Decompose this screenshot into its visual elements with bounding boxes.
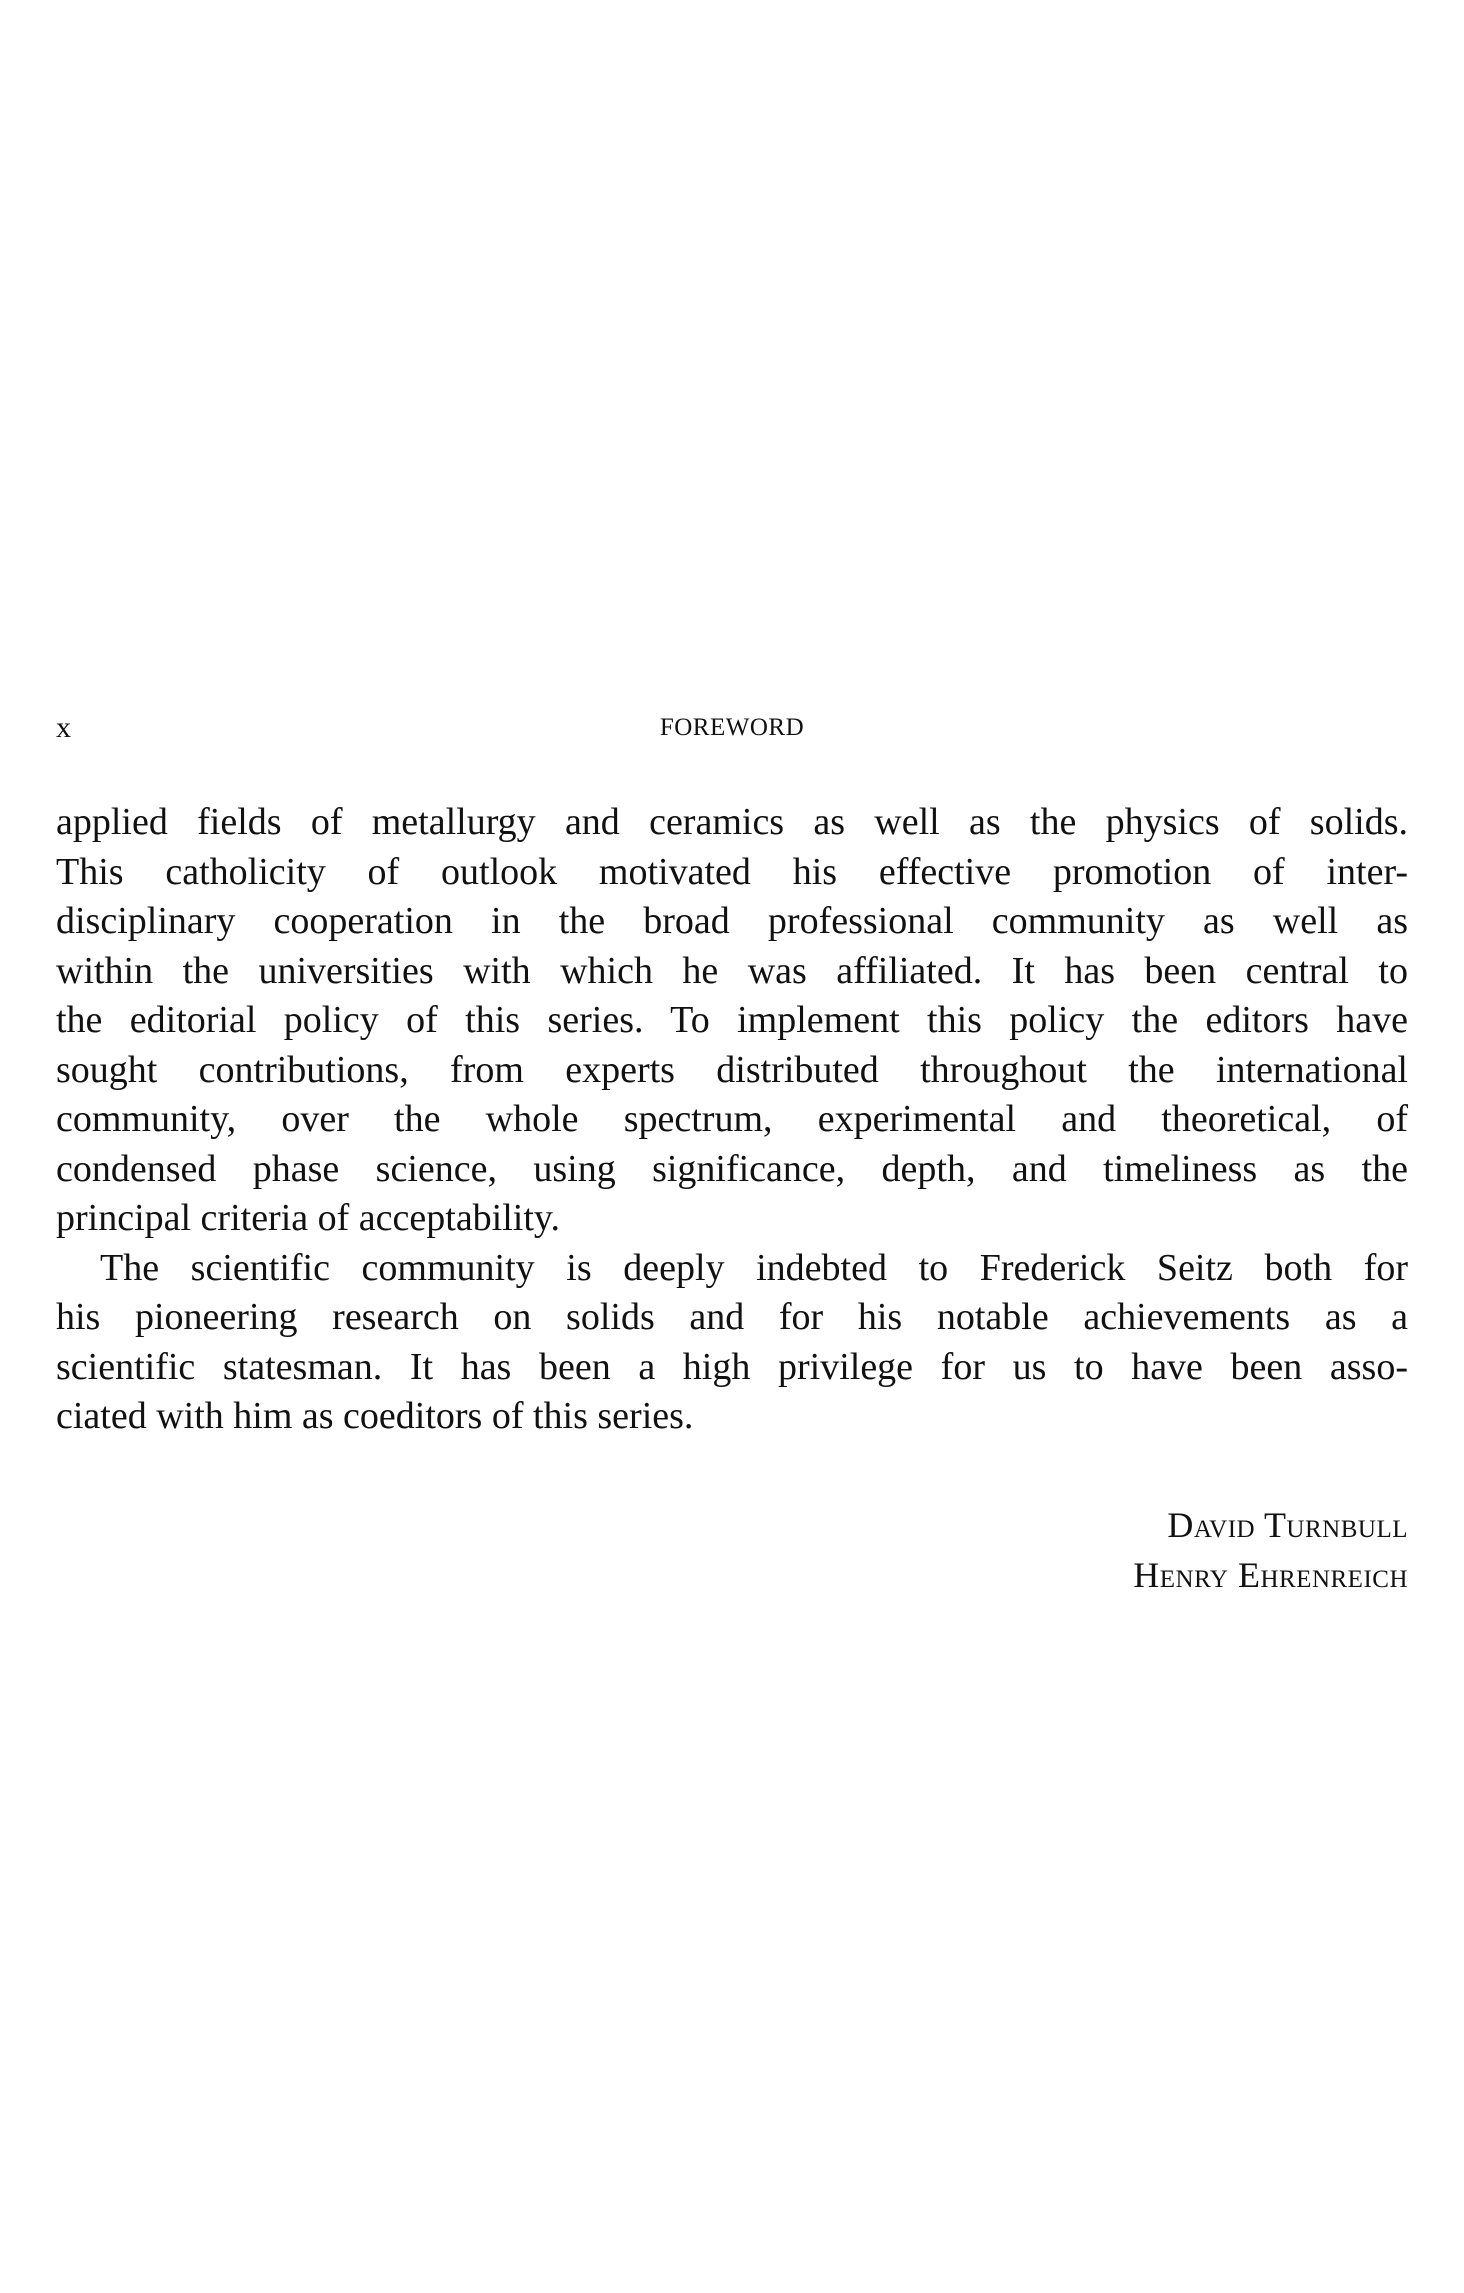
text-line: The scientific community is deeply indebted to Frederick Seitz both for [100,1246,1408,1289]
paragraph-1 [56,798,1408,1244]
body-text [56,798,1408,1442]
text-line: principal criteria of acceptability. [56,1197,560,1239]
text-line: his pioneering research on solids and for his notable achievements as a [56,1296,1408,1338]
signature-block [1133,1500,1408,1600]
text-line: scientific statesman. It has been a high privilege for us to have been asso- [56,1345,1408,1388]
text-line: sought contributions, from experts distributed throughout the international [56,1048,1408,1091]
text-line: disciplinary cooperation in the broad professional community as well as [56,900,1408,942]
signatory-name: Henry Ehrenreich [1133,1555,1408,1595]
paragraph-2 [56,1244,1408,1442]
text-line: condensed phase science, using significance, depth, and timeliness as the [56,1147,1408,1190]
text-line: within the universities with which he was affiliated. It has been central to [56,949,1408,992]
text-line: community, over the whole spectrum, experimental and theoretical, of [56,1098,1408,1140]
running-head [56,708,1408,748]
text-line: applied fields of metallurgy and ceramics as well as the physics of solids. [56,801,1408,843]
text-line: the editorial policy of this series. To implement this policy the editors have [56,999,1408,1041]
page-number: x [56,711,71,744]
signatory-name: David Turnbull [1167,1505,1408,1545]
running-title: FOREWORD [659,714,805,741]
text-line: This catholicity of outlook motivated his effective promotion of inter- [56,850,1408,893]
text-line: ciated with him as coeditors of this series. [56,1395,694,1437]
